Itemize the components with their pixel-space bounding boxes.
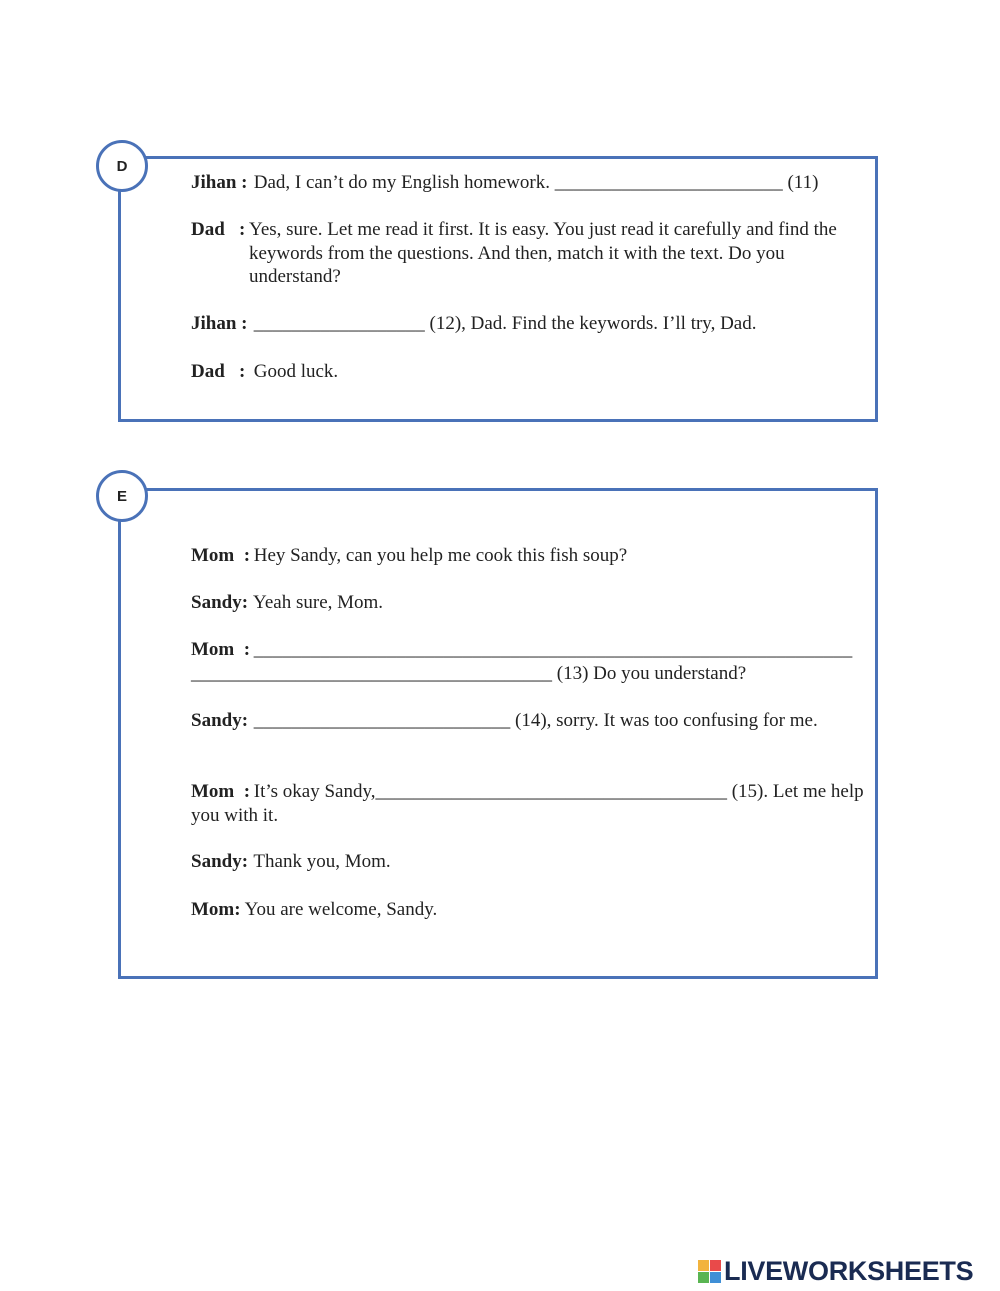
section-badge-e [96, 470, 148, 522]
dialogue-text: Thank you, Mom. [253, 851, 391, 872]
dialogue-line-d4 [191, 360, 867, 384]
speaker-name: Dad : [191, 361, 246, 382]
dialogue-line-e6 [191, 850, 867, 874]
dialogue-text: ___________________________ (14), sorry. It was too confusing for me. [253, 710, 818, 731]
dialogue-text: It’s okay Sandy,_____________________________________ (15). Let me help you with it. [191, 781, 864, 826]
speaker-name: Sandy: [191, 710, 249, 731]
logo-text: LIVEWORKSHEETS [724, 1255, 974, 1286]
speaker-name: Dad : [191, 219, 246, 240]
speaker-name: Mom : [191, 545, 251, 566]
dialogue-text: Yes, sure. Let me read it first. It is easy. You just read it carefully and find the keywords from the questions. And then, match it with the text. Do you understand? [249, 219, 837, 287]
speaker-name: Sandy: [191, 592, 249, 613]
dialogue-line-e2 [191, 591, 867, 615]
section-label-e: E [116, 487, 127, 505]
dialogue-line-e4 [191, 709, 867, 733]
dialogue-line-e3 [191, 638, 867, 685]
section-label-d: D [116, 157, 128, 175]
speaker-name: Mom : [191, 781, 251, 802]
dialogue-text: Dad, I can’t do my English homework. ________________________ (11) [253, 172, 819, 193]
speaker-name: Mom: [191, 899, 241, 920]
dialogue-line-e7 [191, 898, 867, 922]
dialogue-text: You are welcome, Sandy. [244, 899, 438, 920]
liveworksheets-logo[interactable] [698, 1256, 973, 1286]
dialogue-line-e1 [191, 544, 867, 568]
dialogue-line-d1 [191, 171, 867, 195]
speaker-name: Sandy: [191, 851, 249, 872]
speaker-name: Mom : [191, 639, 251, 660]
liveworksheets-logo-icon [698, 1260, 721, 1283]
speaker-name: Jihan : [191, 172, 248, 193]
dialogue-text: __________________ (12), Dad. Find the keywords. I’ll try, Dad. [253, 313, 757, 334]
dialogue-text: _______________________________________________________________ ______________________________________ (13) Do you understand? [191, 639, 853, 684]
dialogue-line-d3 [191, 312, 867, 336]
dialogue-text: Hey Sandy, can you help me cook this fish soup? [253, 545, 628, 566]
dialogue-text: Yeah sure, Mom. [253, 592, 384, 613]
dialogue-text: Good luck. [253, 361, 339, 382]
speaker-name: Jihan : [191, 313, 248, 334]
dialogue-line-d2 [191, 218, 867, 289]
section-badge-d [96, 140, 148, 192]
dialogue-line-e5 [191, 780, 867, 827]
